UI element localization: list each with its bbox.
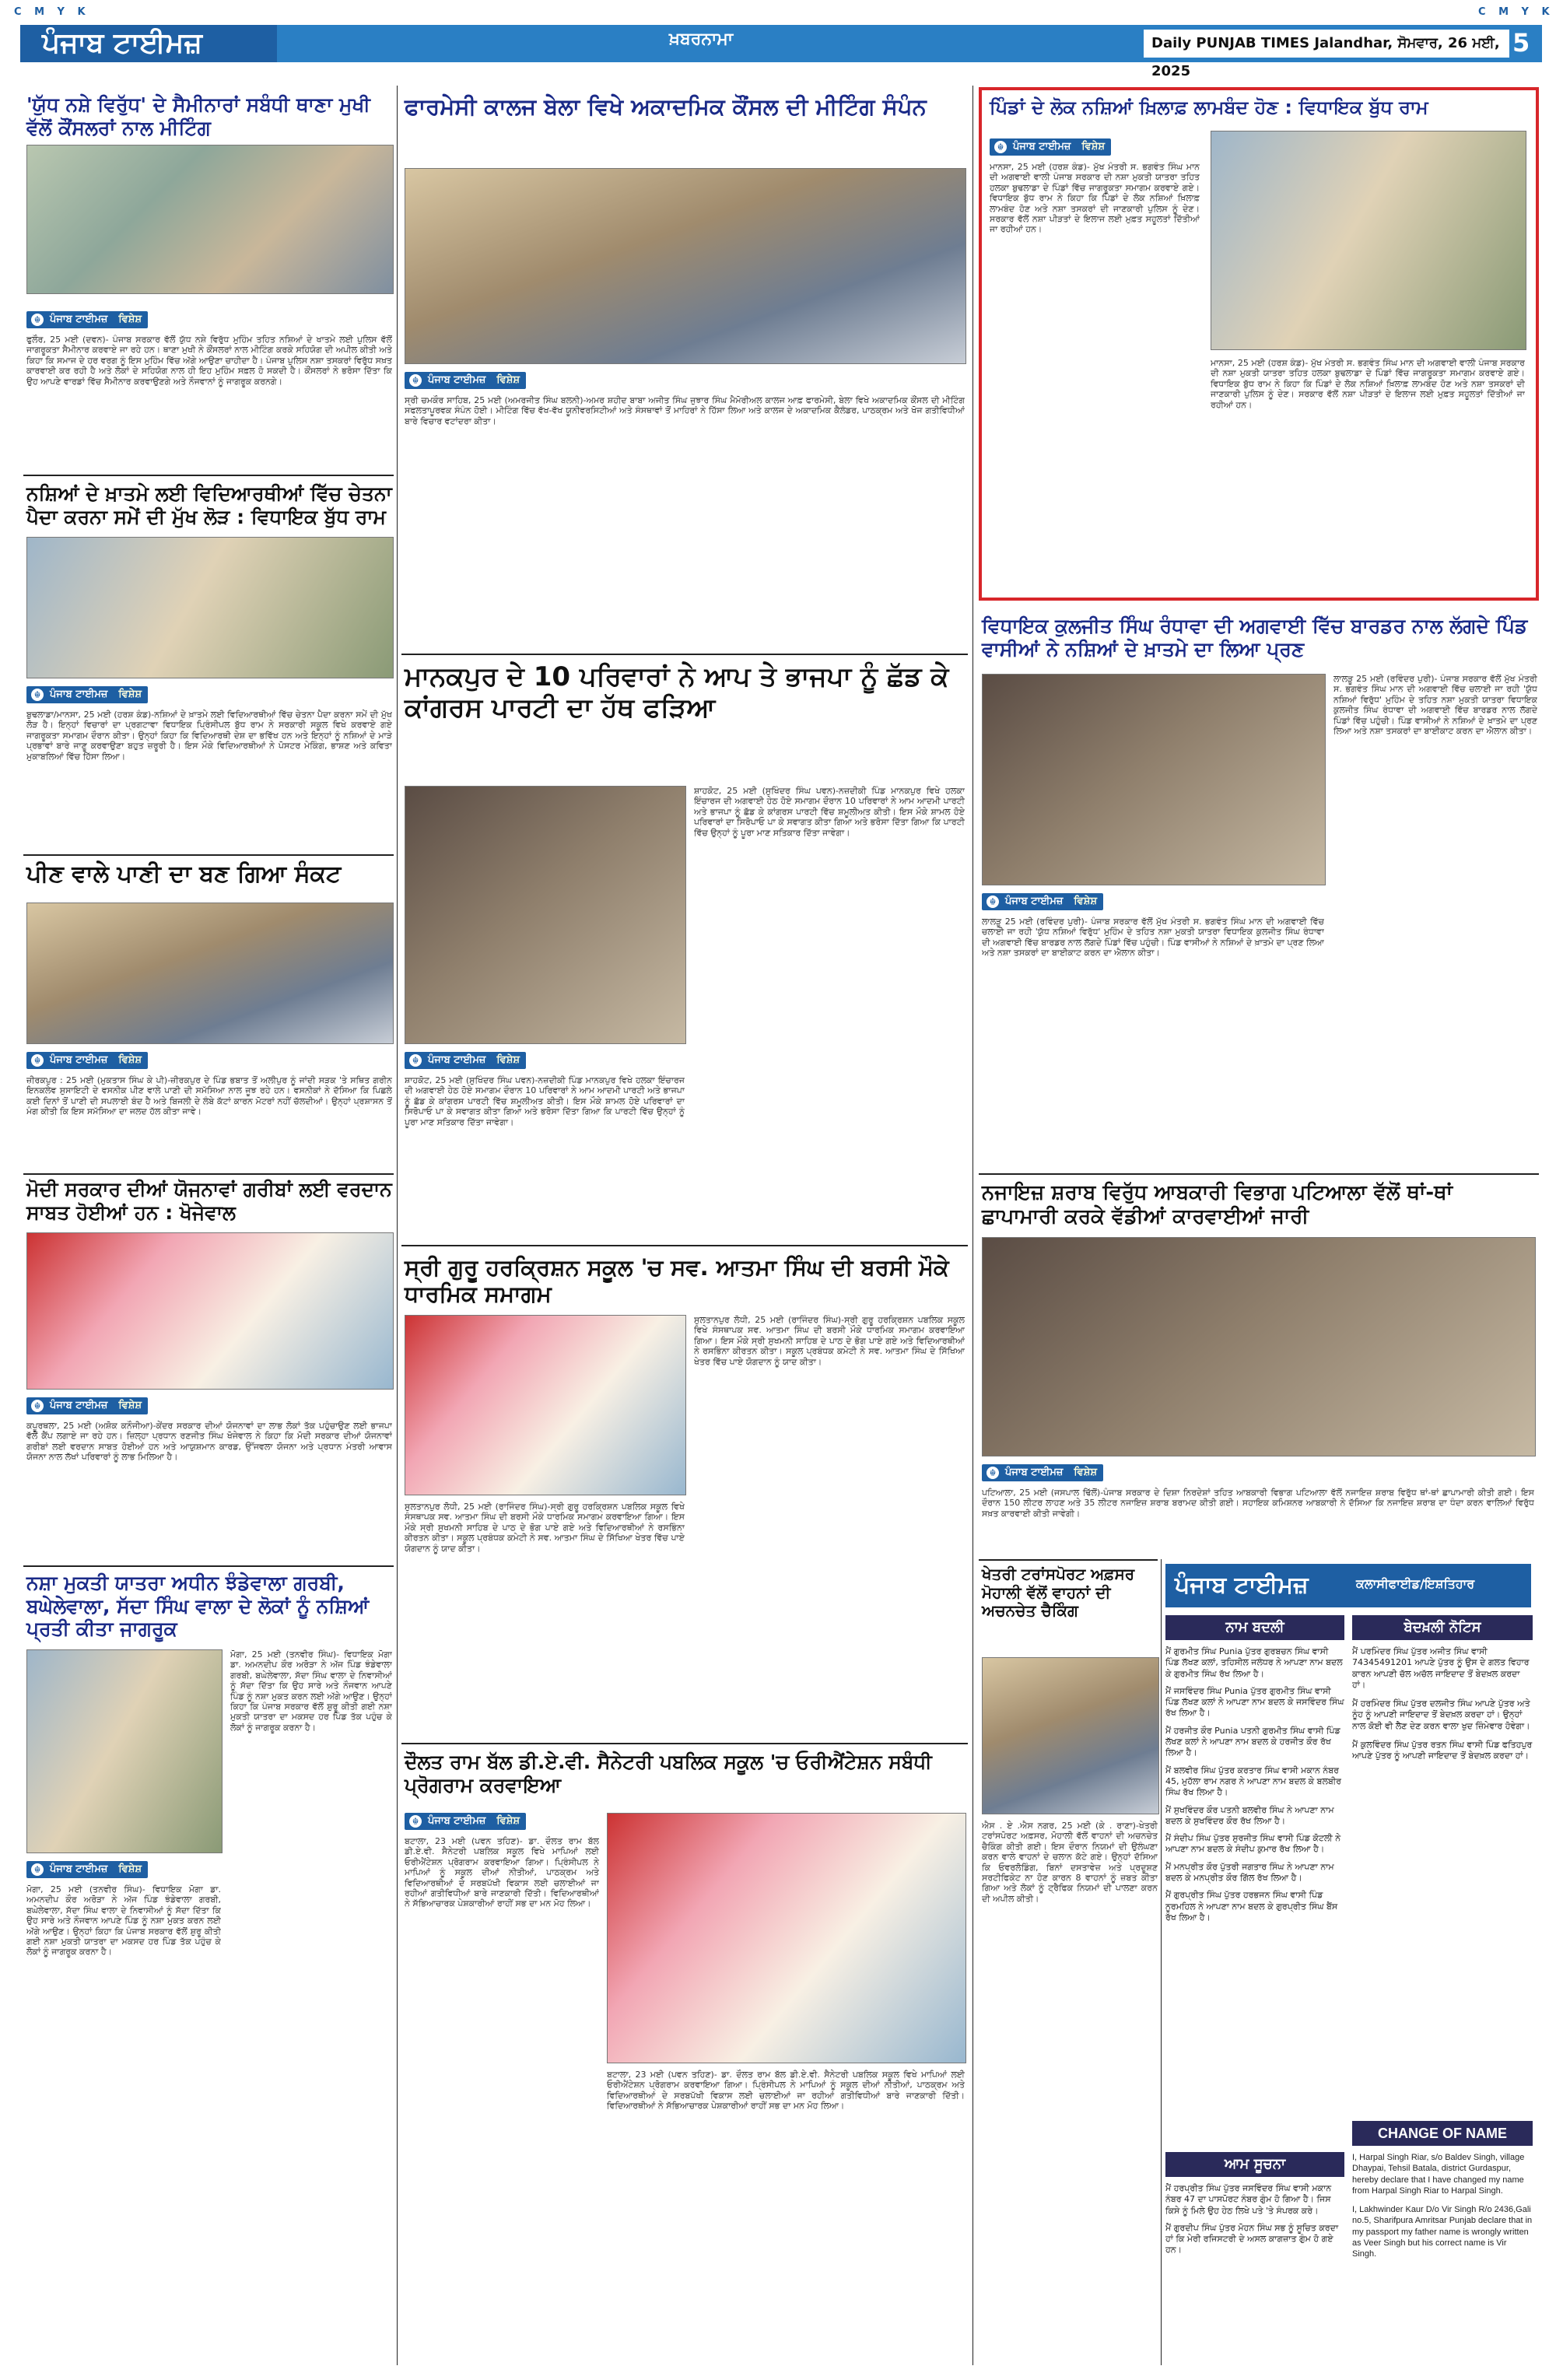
article-photo [26,1649,223,1853]
om-icon: ☬ [31,1863,44,1876]
article-body: ਐਸ . ਏ .ਐਸ ਨਗਰ, 25 ਮਈ (ਕੇ . ਰਾਣਾ)-ਖੇਤਰੀ ਟਰਾਂਸਪੋਰਟ ਅਫ਼ਸਰ, ਮੋਹਾਲੀ ਵੱਲੋਂ ਵਾਹਨਾਂ ਦੀ ਅਚਨਚੇਤ ਚੈਕਿੰਗ ਕੀਤੀ ਗਈ। ਇਸ ਦੌਰਾਨ ਨਿਯਮਾਂ ਦੀ ਉਲੰਘਣਾ ਕਰਨ ਵਾਲੇ ਵਾਹਨਾਂ ਦੇ ਚਲਾਨ ਕੱਟੇ ਗਏ। ਉਨ੍ਹਾਂ ਦੱਸਿਆ ਕਿ ਓਵਰਲੋਡਿੰਗ, ਬਿਨਾਂ ਦਸਤਾਵੇਜ਼ ਅਤੇ ਪ੍ਰਦੂਸ਼ਣ ਸਰਟੀਫਿਕੇਟ ਨਾ ਹੋਣ ਕਾਰਨ 8 ਵਾਹਨਾਂ ਨੂੰ ਜ਼ਬਤ ਕੀਤਾ ਗਿਆ ਅਤੇ ਲੋਕਾਂ ਨੂੰ ਟ੍ਰੈਫਿਕ ਨਿਯਮਾਂ ਦੀ ਪਾਲਣਾ ਕਰਨ ਦੀ ਅਪੀਲ ਕੀਤੀ। [982,1821,1158,1904]
article-headline: ਮਾਨਕਪੁਰ ਦੇ 10 ਪਰਿਵਾਰਾਂ ਨੇ ਆਪ ਤੇ ਭਾਜਪਾ ਨੂੰ ਛੱਡ ਕੇ ਕਾਂਗਰਸ ਪਾਰਟੀ ਦਾ ਹੱਥ ਫੜਿਆ [405,661,949,724]
name-change-list [1165,1646,1344,2144]
article-badge: ☬ ਪੰਜਾਬ ਟਾਈਮਜ਼ ਵਿਸ਼ੇਸ਼ [26,1397,148,1414]
change-of-name-list [1352,2152,1533,2362]
change-of-name-item: I, Lakhwinder Kaur D/o Vir Singh R/o 2436,Gali no.5, Sharifpura Amritsar Punjab declare that in my passport my father name is wrongly written as Veer Singh but his correct name is Vir Singh. [1352,2205,1533,2259]
change-of-name-title: CHANGE OF NAME [1352,2121,1533,2146]
column-rule [972,86,973,2365]
eviction-item: ਮੈਂ ਪਰਮਿੰਦਰ ਸਿੰਘ ਪੁੱਤਰ ਅਜੀਤ ਸਿੰਘ ਵਾਸੀ 74345491201 ਆਪਣੇ ਪੁੱਤਰ ਨੂੰ ਉਸ ਦੇ ਗਲਤ ਵਿਹਾਰ ਕਾਰਨ ਆਪਣੀ ਚੱਲ ਅਚੱਲ ਜਾਇਦਾਦ ਤੋਂ ਬੇਦਖ਼ਲ ਕਰਦਾ ਹਾਂ। [1352,1646,1530,1690]
article-body: ਜ਼ੀਰਕਪੁਰ : 25 ਮਈ (ਮੁਕਤਾਸ ਸਿੰਘ ਕੇ ਪੀ)-ਜ਼ੀਰਕਪੁਰ ਦੇ ਪਿੰਡ ਭਬਾਤ ਤੋਂ ਅਲੀਪੁਰ ਨੂੰ ਜਾਂਦੀ ਸੜਕ 'ਤੇ ਸਥਿਤ ਗਰੀਨ ਇਨਕਲੇਵ ਸੁਸਾਇਟੀ ਦੇ ਵਸਨੀਕ ਪੀਣ ਵਾਲੇ ਪਾਣੀ ਦੀ ਸਮੱਸਿਆ ਨਾਲ ਜੂਝ ਰਹੇ ਹਨ। ਵਸਨੀਕਾਂ ਨੇ ਦੱਸਿਆ ਕਿ ਪਿਛਲੇ ਕਈ ਦਿਨਾਂ ਤੋਂ ਪਾਣੀ ਦੀ ਸਪਲਾਈ ਬੰਦ ਹੈ ਅਤੇ ਬਿਜਲੀ ਦੇ ਲੰਬੇ ਕੱਟਾਂ ਕਾਰਨ ਮੋਟਰਾਂ ਨਹੀਂ ਚੱਲਦੀਆਂ। ਉਨ੍ਹਾਂ ਪ੍ਰਸ਼ਾਸਨ ਤੋਂ ਮੰਗ ਕੀਤੀ ਕਿ ਇਸ ਸਮੱਸਿਆ ਦਾ ਜਲਦ ਹੱਲ ਕੀਤਾ ਜਾਵੇ। [26,1075,392,1117]
article-divider [979,1173,1539,1175]
om-icon: ☬ [994,141,1007,153]
om-icon: ☬ [409,1815,422,1828]
masthead-edition: Daily PUNJAB TIMES Jalandhar, ਸੋਮਵਾਰ, 26 ਮਈ, 2025 [1144,30,1509,58]
name-change-item: ਮੈਂ ਮਨਪ੍ਰੀਤ ਕੌਰ ਪੁੱਤਰੀ ਜਗਤਾਰ ਸਿੰਘ ਨੇ ਆਪਣਾ ਨਾਮ ਬਦਲ ਕੇ ਮਨਪ੍ਰੀਤ ਕੌਰ ਗਿੱਲ ਰੱਖ ਲਿਆ ਹੈ। [1165,1861,1334,1884]
general-notice-list [1165,2183,1344,2362]
article-body: ਸ਼ਾਹਕੋਟ, 25 ਮਈ (ਸੁਖਿੰਦਰ ਸਿੰਘ ਪਵਨ)-ਨਜ਼ਦੀਕੀ ਪਿੰਡ ਮਾਨਕਪੁਰ ਵਿਖੇ ਹਲਕਾ ਇੰਚਾਰਜ ਦੀ ਅਗਵਾਈ ਹੇਠ ਹੋਏ ਸਮਾਗਮ ਦੌਰਾਨ 10 ਪਰਿਵਾਰਾਂ ਨੇ ਆਮ ਆਦਮੀ ਪਾਰਟੀ ਅਤੇ ਭਾਜਪਾ ਨੂੰ ਛੱਡ ਕੇ ਕਾਂਗਰਸ ਪਾਰਟੀ ਵਿੱਚ ਸ਼ਮੂਲੀਅਤ ਕੀਤੀ। ਇਸ ਮੌਕੇ ਸ਼ਾਮਲ ਹੋਏ ਪਰਿਵਾਰਾਂ ਦਾ ਸਿਰੋਪਾਓ ਪਾ ਕੇ ਸਵਾਗਤ ਕੀਤਾ ਗਿਆ ਅਤੇ ਭਰੋਸਾ ਦਿੱਤਾ ਗਿਆ ਕਿ ਪਾਰਟੀ ਵਿੱਚ ਉਨ੍ਹਾਂ ਨੂੰ ਪੂਰਾ ਮਾਣ ਸਤਿਕਾਰ ਦਿੱਤਾ ਜਾਵੇਗਾ। [694,786,965,838]
om-icon: ☬ [987,896,999,908]
om-icon: ☬ [409,1054,422,1067]
article-body: ਮੋਗਾ, 25 ਮਈ (ਤਨਵੀਰ ਸਿੰਘ)- ਵਿਧਾਇਕ ਮੋਗਾ ਡਾ. ਅਮਨਦੀਪ ਕੌਰ ਅਰੋੜਾ ਨੇ ਅੱਜ ਪਿੰਡ ਝੰਡੇਵਾਲਾ ਗਰਬੀ, ਬਘੇਲੇਵਾਲਾ, ਸੱਦਾ ਸਿੰਘ ਵਾਲਾ ਦੇ ਨਿਵਾਸੀਆਂ ਨੂੰ ਸੱਦਾ ਦਿੱਤਾ ਕਿ ਉਹ ਸਾਰੇ ਅਤੇ ਨੌਜਵਾਨ ਆਪਣੇ ਪਿੰਡ ਨੂੰ ਨਸ਼ਾ ਮੁਕਤ ਕਰਨ ਲਈ ਅੱਗੇ ਆਉਣ। ਉਨ੍ਹਾਂ ਕਿਹਾ ਕਿ ਪੰਜਾਬ ਸਰਕਾਰ ਵੱਲੋਂ ਸ਼ੁਰੂ ਕੀਤੀ ਗਈ ਨਸ਼ਾ ਮੁਕਤੀ ਯਾਤਰਾ ਦਾ ਮਕਸਦ ਹਰ ਪਿੰਡ ਤੱਕ ਪਹੁੰਚ ਕੇ ਲੋਕਾਂ ਨੂੰ ਜਾਗਰੂਕ ਕਰਨਾ ਹੈ। [230,1649,392,1733]
article-headline: ਪੀਣ ਵਾਲੇ ਪਾਣੀ ਦਾ ਬਣ ਗਿਆ ਸੰਕਟ [26,861,342,888]
name-change-item: ਮੈਂ ਸੁਖਵਿੰਦਰ ਕੌਰ ਪਤਨੀ ਬਲਵੀਰ ਸਿੰਘ ਨੇ ਆਪਣਾ ਨਾਮ ਬਦਲ ਕੇ ਸੁਖਵਿੰਦਰ ਕੌਰ ਰੱਖ ਲਿਆ ਹੈ। [1165,1804,1334,1826]
article-badge: ☬ ਪੰਜਾਬ ਟਾਈਮਜ਼ ਵਿਸ਼ੇਸ਼ [405,372,526,389]
article-headline: ਮੋਦੀ ਸਰਕਾਰ ਦੀਆਂ ਯੋਜਨਾਵਾਂ ਗਰੀਬਾਂ ਲਈ ਵਰਦਾਨ ਸਾਬਤ ਹੋਈਆਂ ਹਨ : ਖੋਜੇਵਾਲ [26,1178,392,1224]
article-divider [23,854,394,856]
article-badge: ☬ ਪੰਜਾਬ ਟਾਈਮਜ਼ ਵਿਸ਼ੇਸ਼ [405,1052,526,1069]
article-photo [405,1315,686,1495]
article-headline: ਨਜਾਇਜ਼ ਸ਼ਰਾਬ ਵਿਰੁੱਧ ਆਬਕਾਰੀ ਵਿਭਾਗ ਪਟਿਆਲਾ ਵੱਲੋਂ ਥਾਂ-ਥਾਂ ਛਾਪਾਮਾਰੀ ਕਰਕੇ ਵੱਡੀਆਂ ਕਾਰਵਾਈਆਂ ਜਾਰੀ [982,1181,1453,1229]
article-photo [26,1232,394,1390]
general-notice-item: ਮੈਂ ਗੁਰਦੀਪ ਸਿੰਘ ਪੁੱਤਰ ਮੋਹਨ ਸਿੰਘ ਸਭ ਨੂੰ ਸੂਚਿਤ ਕਰਦਾ ਹਾਂ ਕਿ ਮੇਰੀ ਰਜਿਸਟਰੀ ਦੇ ਅਸਲ ਕਾਗਜ਼ਾਤ ਗੁੰਮ ਹੋ ਗਏ ਹਨ। [1165,2222,1339,2256]
article-body: ਸ੍ਰੀ ਚਮਕੌਰ ਸਾਹਿਬ, 25 ਮਈ (ਅਮਰਜੀਤ ਸਿੰਘ ਬਲਨੀ)-ਅਮਰ ਸ਼ਹੀਦ ਬਾਬਾ ਅਜੀਤ ਸਿੰਘ ਜੁਝਾਰ ਸਿੰਘ ਮੈਮੋਰੀਅਲ ਕਾਲਜ ਆਫ਼ ਫਾਰਮੇਸੀ, ਬੇਲਾ ਵਿਖੇ ਅਕਾਦਮਿਕ ਕੌਂਸਲ ਦੀ ਮੀਟਿੰਗ ਸਫਲਤਾਪੂਰਵਕ ਸੰਪੰਨ ਹੋਈ। ਮੀਟਿੰਗ ਵਿੱਚ ਵੱਖ-ਵੱਖ ਯੂਨੀਵਰਸਿਟੀਆਂ ਅਤੇ ਸੰਸਥਾਵਾਂ ਤੋਂ ਮਾਹਿਰਾਂ ਨੇ ਹਿੱਸਾ ਲਿਆ ਅਤੇ ਕਾਲਜ ਦੇ ਅਕਾਦਮਿਕ ਕੈਲੰਡਰ, ਪਾਠਕ੍ਰਮ ਅਤੇ ਖੋਜ ਗਤੀਵਿਧੀਆਂ ਬਾਰੇ ਵਿਚਾਰ ਵਟਾਂਦਰਾ ਕੀਤਾ। [405,395,965,426]
article-headline: ਖੇਤਰੀ ਟਰਾਂਸਪੋਰਟ ਅਫ਼ਸਰ ਮੋਹਾਲੀ ਵੱਲੋਂ ਵਾਹਨਾਂ ਦੀ ਅਚਨਚੇਤ ਚੈਕਿੰਗ [982,1565,1135,1621]
change-of-name-item: I, Harpal Singh Riar, s/o Baldev Singh, village Dhaypai, Tehsil Batala, district Gurdaspur, hereby declare that I have changed my name from Harpal Singh Riar to Harpal Singh. [1352,2153,1525,2196]
name-change-item: ਮੈਂ ਗੁਰਪ੍ਰੀਤ ਸਿੰਘ ਪੁੱਤਰ ਹਰਭਜਨ ਸਿੰਘ ਵਾਸੀ ਪਿੰਡ ਨੂਰਮਹਿਲ ਨੇ ਆਪਣਾ ਨਾਮ ਬਦਲ ਕੇ ਗੁਰਪ੍ਰੀਤ ਸਿੰਘ ਬੈਂਸ ਰੱਖ ਲਿਆ ਹੈ। [1165,1890,1338,1923]
article-body: ਕਪੂਰਥਲਾ, 25 ਮਈ (ਅਸ਼ੋਕ ਕਨੌਜੀਆ)-ਕੇਂਦਰ ਸਰਕਾਰ ਦੀਆਂ ਯੋਜਨਾਵਾਂ ਦਾ ਲਾਭ ਲੋਕਾਂ ਤੱਕ ਪਹੁੰਚਾਉਣ ਲਈ ਭਾਜਪਾ ਵੱਲੋਂ ਕੈਂਪ ਲਗਾਏ ਜਾ ਰਹੇ ਹਨ। ਜ਼ਿਲ੍ਹਾ ਪ੍ਰਧਾਨ ਰਣਜੀਤ ਸਿੰਘ ਖੋਜੇਵਾਲ ਨੇ ਕਿਹਾ ਕਿ ਮੋਦੀ ਸਰਕਾਰ ਦੀਆਂ ਯੋਜਨਾਵਾਂ ਗਰੀਬਾਂ ਲਈ ਵਰਦਾਨ ਸਾਬਤ ਹੋਈਆਂ ਹਨ ਅਤੇ ਆਯੁਸ਼ਮਾਨ ਕਾਰਡ, ਉੱਜਵਲਾ ਯੋਜਨਾ ਅਤੇ ਪ੍ਰਧਾਨ ਮੰਤਰੀ ਆਵਾਸ ਯੋਜਨਾ ਨਾਲ ਲੱਖਾਂ ਪਰਿਵਾਰਾਂ ਨੂੰ ਲਾਭ ਮਿਲਿਆ ਹੈ। [26,1421,392,1463]
article-photo [607,1813,966,2063]
general-notice-item: ਮੈਂ ਹਰਪ੍ਰੀਤ ਸਿੰਘ ਪੁੱਤਰ ਜਸਵਿੰਦਰ ਸਿੰਘ ਵਾਸੀ ਮਕਾਨ ਨੰਬਰ 47 ਦਾ ਪਾਸਪੋਰਟ ਨੰਬਰ ਗੁੰਮ ਹੋ ਗਿਆ ਹੈ। ਜਿਸ ਕਿਸੇ ਨੂੰ ਮਿਲੇ ਉਹ ਹੇਠ ਲਿਖੇ ਪਤੇ 'ਤੇ ਸੰਪਰਕ ਕਰੇ। [1165,2183,1332,2216]
masthead-brand: ਪੰਜਾਬ ਟਾਈਮਜ਼ [20,25,277,62]
article-body-continued: ਸੁਲਤਾਨਪੁਰ ਲੋਧੀ, 25 ਮਈ (ਰਾਜਿੰਦਰ ਸਿੰਘ)-ਸ੍ਰੀ ਗੁਰੂ ਹਰਕ੍ਰਿਸ਼ਨ ਪਬਲਿਕ ਸਕੂਲ ਵਿਖੇ ਸੰਸਥਾਪਕ ਸਵ. ਆਤਮਾ ਸਿੰਘ ਦੀ ਬਰਸੀ ਮੌਕੇ ਧਾਰਮਿਕ ਸਮਾਗਮ ਕਰਵਾਇਆ ਗਿਆ। ਇਸ ਮੌਕੇ ਸ੍ਰੀ ਸੁਖਮਨੀ ਸਾਹਿਬ ਦੇ ਪਾਠ ਦੇ ਭੋਗ ਪਾਏ ਗਏ ਅਤੇ ਵਿਦਿਆਰਥੀਆਂ ਨੇ ਰਸਭਿੰਨਾ ਕੀਰਤਨ ਕੀਤਾ। ਸਕੂਲ ਪ੍ਰਬੰਧਕ ਕਮੇਟੀ ਨੇ ਸਵ. ਆਤਮਾ ਸਿੰਘ ਦੇ ਸਿੱਖਿਆ ਖੇਤਰ ਵਿੱਚ ਪਾਏ ਯੋਗਦਾਨ ਨੂੰ ਯਾਦ ਕੀਤਾ। [694,1315,965,1367]
article-photo [982,674,1326,885]
article-body: ਫੁਲੌਰ, 25 ਮਈ (ਦਵਨ)- ਪੰਜਾਬ ਸਰਕਾਰ ਵੱਲੋਂ ਯੁੱਧ ਨਸ਼ੇ ਵਿਰੁੱਧ ਮੁਹਿੰਮ ਤਹਿਤ ਨਸ਼ਿਆਂ ਦੇ ਖਾਤਮੇ ਲਈ ਪੁਲਿਸ ਵੱਲੋਂ ਜਾਗਰੂਕਤਾ ਸੈਮੀਨਾਰ ਕਰਵਾਏ ਜਾ ਰਹੇ ਹਨ। ਥਾਣਾ ਮੁਖੀ ਨੇ ਕੌਂਸਲਰਾਂ ਨਾਲ ਮੀਟਿੰਗ ਕਰਕੇ ਸਹਿਯੋਗ ਦੀ ਅਪੀਲ ਕੀਤੀ ਅਤੇ ਕਿਹਾ ਕਿ ਸਮਾਜ ਦੇ ਹਰ ਵਰਗ ਨੂੰ ਇਸ ਮੁਹਿੰਮ ਵਿੱਚ ਅੱਗੇ ਆਉਣਾ ਚਾਹੀਦਾ ਹੈ। ਪੰਜਾਬ ਪੁਲਿਸ ਨਸ਼ਾ ਤਸਕਰਾਂ ਵਿਰੁੱਧ ਸਖ਼ਤ ਕਾਰਵਾਈ ਕਰ ਰਹੀ ਹੈ ਅਤੇ ਲੋਕਾਂ ਦੇ ਸਹਿਯੋਗ ਨਾਲ ਹੀ ਇਹ ਮੁਹਿੰਮ ਸਫ਼ਲ ਹੋ ਸਕਦੀ ਹੈ। ਕੌਂਸਲਰਾਂ ਨੇ ਭਰੋਸਾ ਦਿੱਤਾ ਕਿ ਉਹ ਆਪਣੇ ਵਾਰਡਾਂ ਵਿੱਚ ਸੈਮੀਨਾਰ ਕਰਵਾਉਣਗੇ ਅਤੇ ਨੌਜਵਾਨਾਂ ਨੂੰ ਜਾਗਰੂਕ ਕਰਨਗੇ। [26,335,392,387]
article-badge: ☬ ਪੰਜਾਬ ਟਾਈਮਜ਼ ਵਿਸ਼ੇਸ਼ [26,1861,148,1878]
article-badge: ☬ ਪੰਜਾਬ ਟਾਈਮਜ਼ ਵਿਸ਼ੇਸ਼ [982,893,1103,910]
article-headline: ਨਸ਼ਿਆਂ ਦੇ ਖ਼ਾਤਮੇ ਲਈ ਵਿਦਿਆਰਥੀਆਂ ਵਿੱਚ ਚੇਤਨਾ ਪੈਦਾ ਕਰਨਾ ਸਮੇਂ ਦੀ ਮੁੱਖ ਲੋੜ : ਵਿਧਾਇਕ ਬੁੱਧ ਰਾਮ [26,482,392,528]
eviction-item: ਮੈਂ ਕੁਲਵਿੰਦਰ ਸਿੰਘ ਪੁੱਤਰ ਰਤਨ ਸਿੰਘ ਵਾਸੀ ਪਿੰਡ ਫਤਿਹਪੁਰ ਆਪਣੇ ਪੁੱਤਰ ਨੂੰ ਆਪਣੀ ਜਾਇਦਾਦ ਤੋਂ ਬੇਦਖ਼ਲ ਕਰਦਾ ਹਾਂ। [1352,1740,1533,1761]
name-change-item: ਮੈਂ ਜਸਵਿੰਦਰ ਸਿੰਘ Punia ਪੁੱਤਰ ਗੁਰਮੀਤ ਸਿੰਘ ਵਾਸੀ ਪਿੰਡ ਲੱਖਣ ਕਲਾਂ ਨੇ ਆਪਣਾ ਨਾਮ ਬਦਲ ਕੇ ਜਸਵਿੰਦਰ ਸਿੰਘ ਰੱਖ ਲਿਆ ਹੈ। [1165,1685,1344,1719]
article-headline: ਫਾਰਮੇਸੀ ਕਾਲਜ ਬੇਲਾ ਵਿਖੇ ਅਕਾਦਮਿਕ ਕੌਂਸਲ ਦੀ ਮੀਟਿੰਗ ਸੰਪੰਨ [405,93,927,120]
om-icon: ☬ [31,314,44,326]
article-divider [401,1245,968,1246]
eviction-title: ਬੇਦਖ਼ਲੀ ਨੋਟਿਸ [1352,1615,1533,1640]
masthead-section: ਖ਼ਬਰਨਾਮਾ [669,30,734,49]
article-body: ਪਟਿਆਲਾ, 25 ਮਈ (ਜਸਪਾਲ ਢਿੱਲੋਂ)-ਪੰਜਾਬ ਸਰਕਾਰ ਦੇ ਦਿਸ਼ਾ ਨਿਰਦੇਸ਼ਾਂ ਤਹਿਤ ਆਬਕਾਰੀ ਵਿਭਾਗ ਪਟਿਆਲਾ ਵੱਲੋਂ ਨਜਾਇਜ਼ ਸ਼ਰਾਬ ਵਿਰੁੱਧ ਥਾਂ-ਥਾਂ ਛਾਪਾਮਾਰੀ ਕੀਤੀ ਗਈ। ਇਸ ਦੌਰਾਨ 150 ਲੀਟਰ ਲਾਹਣ ਅਤੇ 35 ਲੀਟਰ ਨਜਾਇਜ਼ ਸ਼ਰਾਬ ਬਰਾਮਦ ਕੀਤੀ ਗਈ। ਸਹਾਇਕ ਕਮਿਸ਼ਨਰ ਆਬਕਾਰੀ ਨੇ ਦੱਸਿਆ ਕਿ ਨਜਾਇਜ਼ ਸ਼ਰਾਬ ਦਾ ਧੰਦਾ ਕਰਨ ਵਾਲਿਆਂ ਵਿਰੁੱਧ ਸਖ਼ਤ ਕਾਰਵਾਈ ਕੀਤੀ ਜਾਵੇਗੀ। [982,1488,1534,1519]
article-headline: ਸ੍ਰੀ ਗੁਰੂ ਹਰਕ੍ਰਿਸ਼ਨ ਸਕੂਲ 'ਚ ਸਵ. ਆਤਮਾ ਸਿੰਘ ਦੀ ਬਰਸੀ ਮੌਕੇ ਧਾਰਮਿਕ ਸਮਾਗਮ [405,1254,949,1308]
name-change-title: ਨਾਮ ਬਦਲੀ [1165,1615,1344,1640]
article-body: ਲਾਲੜੂ 25 ਮਈ (ਰਵਿੰਦਰ ਪੁਰੀ)- ਪੰਜਾਬ ਸਰਕਾਰ ਵੱਲੋਂ ਮੁੱਖ ਮੰਤਰੀ ਸ. ਭਗਵੰਤ ਸਿੰਘ ਮਾਨ ਦੀ ਅਗਵਾਈ ਵਿੱਚ ਚਲਾਈ ਜਾ ਰਹੀ 'ਯੁੱਧ ਨਸ਼ਿਆਂ ਵਿਰੁੱਧ' ਮੁਹਿੰਮ ਦੇ ਤਹਿਤ ਨਸ਼ਾ ਮੁਕਤੀ ਯਾਤਰਾ ਵਿਧਾਇਕ ਕੁਲਜੀਤ ਸਿੰਘ ਰੰਧਾਵਾ ਦੀ ਅਗਵਾਈ ਵਿੱਚ ਬਾਰਡਰ ਨਾਲ ਲੱਗਦੇ ਪਿੰਡਾਂ ਵਿੱਚ ਪਹੁੰਚੀ। ਪਿੰਡ ਵਾਸੀਆਂ ਨੇ ਨਸ਼ਿਆਂ ਦੇ ਖ਼ਾਤਮੇ ਦਾ ਪ੍ਰਣ ਲਿਆ ਅਤੇ ਨਸ਼ਾ ਤਸਕਰਾਂ ਦਾ ਬਾਈਕਾਟ ਕਰਨ ਦਾ ਐਲਾਨ ਕੀਤਾ। [982,917,1324,959]
page-number: 5 [1512,28,1530,58]
column-rule [397,86,398,2365]
article-divider [23,475,394,476]
article-body-continued: ਮੋਗਾ, 25 ਮਈ (ਤਨਵੀਰ ਸਿੰਘ)- ਵਿਧਾਇਕ ਮੋਗਾ ਡਾ. ਅਮਨਦੀਪ ਕੌਰ ਅਰੋੜਾ ਨੇ ਅੱਜ ਪਿੰਡ ਝੰਡੇਵਾਲਾ ਗਰਬੀ, ਬਘੇਲੇਵਾਲਾ, ਸੱਦਾ ਸਿੰਘ ਵਾਲਾ ਦੇ ਨਿਵਾਸੀਆਂ ਨੂੰ ਸੱਦਾ ਦਿੱਤਾ ਕਿ ਉਹ ਸਾਰੇ ਅਤੇ ਨੌਜਵਾਨ ਆਪਣੇ ਪਿੰਡ ਨੂੰ ਨਸ਼ਾ ਮੁਕਤ ਕਰਨ ਲਈ ਅੱਗੇ ਆਉਣ। ਉਨ੍ਹਾਂ ਕਿਹਾ ਕਿ ਪੰਜਾਬ ਸਰਕਾਰ ਵੱਲੋਂ ਸ਼ੁਰੂ ਕੀਤੀ ਗਈ ਨਸ਼ਾ ਮੁਕਤੀ ਯਾਤਰਾ ਦਾ ਮਕਸਦ ਹਰ ਪਿੰਡ ਤੱਕ ਪਹੁੰਚ ਕੇ ਲੋਕਾਂ ਨੂੰ ਜਾਗਰੂਕ ਕਰਨਾ ਹੈ। [26,1884,221,1958]
article-body: ਸੁਲਤਾਨਪੁਰ ਲੋਧੀ, 25 ਮਈ (ਰਾਜਿੰਦਰ ਸਿੰਘ)-ਸ੍ਰੀ ਗੁਰੂ ਹਰਕ੍ਰਿਸ਼ਨ ਪਬਲਿਕ ਸਕੂਲ ਵਿਖੇ ਸੰਸਥਾਪਕ ਸਵ. ਆਤਮਾ ਸਿੰਘ ਦੀ ਬਰਸੀ ਮੌਕੇ ਧਾਰਮਿਕ ਸਮਾਗਮ ਕਰਵਾਇਆ ਗਿਆ। ਇਸ ਮੌਕੇ ਸ੍ਰੀ ਸੁਖਮਨੀ ਸਾਹਿਬ ਦੇ ਪਾਠ ਦੇ ਭੋਗ ਪਾਏ ਗਏ ਅਤੇ ਵਿਦਿਆਰਥੀਆਂ ਨੇ ਰਸਭਿੰਨਾ ਕੀਰਤਨ ਕੀਤਾ। ਸਕੂਲ ਪ੍ਰਬੰਧਕ ਕਮੇਟੀ ਨੇ ਸਵ. ਆਤਮਾ ਸਿੰਘ ਦੇ ਸਿੱਖਿਆ ਖੇਤਰ ਵਿੱਚ ਪਾਏ ਯੋਗਦਾਨ ਨੂੰ ਯਾਦ ਕੀਤਾ। [405,1502,685,1554]
om-icon: ☬ [31,689,44,701]
article-badge: ☬ ਪੰਜਾਬ ਟਾਈਮਜ਼ ਵਿਸ਼ੇਸ਼ [26,686,148,703]
article-photo [1211,131,1526,350]
om-icon: ☬ [987,1467,999,1479]
article-badge: ☬ ਪੰਜਾਬ ਟਾਈਮਜ਼ ਵਿਸ਼ੇਸ਼ [990,138,1111,156]
article-photo [26,145,394,294]
article-photo [26,903,394,1044]
article-divider [979,1559,1158,1561]
article-divider [23,1565,394,1567]
article-photo [405,786,686,1044]
article-headline: ਦੌਲਤ ਰਾਮ ਬੱਲ ਡੀ.ਏ.ਵੀ. ਸੈਨੇਟਰੀ ਪਬਲਿਕ ਸਕੂਲ 'ਚ ਓਰੀਐਂਟੇਸ਼ਨ ਸਬੰਧੀ ਪ੍ਰੋਗਰਾਮ ਕਰਵਾਇਆ [405,1751,932,1796]
article-headline: ਪਿੰਡਾਂ ਦੇ ਲੋਕ ਨਸ਼ਿਆਂ ਖ਼ਿਲਾਫ਼ ਲਾਮਬੰਦ ਹੋਣ : ਵਿਧਾਇਕ ਬੁੱਧ ਰਾਮ [990,96,1428,118]
name-change-item: ਮੈਂ ਹਰਜੀਤ ਕੌਰ Punia ਪਤਨੀ ਗੁਰਮੀਤ ਸਿੰਘ ਵਾਸੀ ਪਿੰਡ ਲੱਖਣ ਕਲਾਂ ਨੇ ਆਪਣਾ ਨਾਮ ਬਦਲ ਕੇ ਹਰਜੀਤ ਕੌਰ ਰੱਖ ਲਿਆ ਹੈ। [1165,1725,1340,1758]
article-body-continued: ਲਾਲੜੂ 25 ਮਈ (ਰਵਿੰਦਰ ਪੁਰੀ)- ਪੰਜਾਬ ਸਰਕਾਰ ਵੱਲੋਂ ਮੁੱਖ ਮੰਤਰੀ ਸ. ਭਗਵੰਤ ਸਿੰਘ ਮਾਨ ਦੀ ਅਗਵਾਈ ਵਿੱਚ ਚਲਾਈ ਜਾ ਰਹੀ 'ਯੁੱਧ ਨਸ਼ਿਆਂ ਵਿਰੁੱਧ' ਮੁਹਿੰਮ ਦੇ ਤਹਿਤ ਨਸ਼ਾ ਮੁਕਤੀ ਯਾਤਰਾ ਵਿਧਾਇਕ ਕੁਲਜੀਤ ਸਿੰਘ ਰੰਧਾਵਾ ਦੀ ਅਗਵਾਈ ਵਿੱਚ ਬਾਰਡਰ ਨਾਲ ਲੱਗਦੇ ਪਿੰਡਾਂ ਵਿੱਚ ਪਹੁੰਚੀ। ਪਿੰਡ ਵਾਸੀਆਂ ਨੇ ਨਸ਼ਿਆਂ ਦੇ ਖ਼ਾਤਮੇ ਦਾ ਪ੍ਰਣ ਲਿਆ ਅਤੇ ਨਸ਼ਾ ਤਸਕਰਾਂ ਦਾ ਬਾਈਕਾਟ ਕਰਨ ਦਾ ਐਲਾਨ ਕੀਤਾ। [1333,674,1537,737]
article-body-continued: ਮਾਨਸਾ, 25 ਮਈ (ਹਰਸ਼ ਕੰਡ)- ਮੁੱਖ ਮੰਤਰੀ ਸ. ਭਗਵੰਤ ਸਿੰਘ ਮਾਨ ਦੀ ਅਗਵਾਈ ਵਾਲੀ ਪੰਜਾਬ ਸਰਕਾਰ ਦੀ ਨਸ਼ਾ ਮੁਕਤੀ ਯਾਤਰਾ ਤਹਿਤ ਹਲਕਾ ਬੁਢਲਾਡਾ ਦੇ ਪਿੰਡਾਂ ਵਿੱਚ ਜਾਗਰੂਕਤਾ ਸਮਾਗਮ ਕਰਵਾਏ ਗਏ। ਵਿਧਾਇਕ ਬੁੱਧ ਰਾਮ ਨੇ ਕਿਹਾ ਕਿ ਪਿੰਡਾਂ ਦੇ ਲੋਕ ਨਸ਼ਿਆਂ ਖ਼ਿਲਾਫ਼ ਲਾਮਬੰਦ ਹੋਣ ਅਤੇ ਨਸ਼ਾ ਤਸਕਰਾਂ ਦੀ ਜਾਣਕਾਰੀ ਪੁਲਿਸ ਨੂੰ ਦੇਣ। ਸਰਕਾਰ ਵੱਲੋਂ ਨਸ਼ਾ ਪੀੜਤਾਂ ਦੇ ਇਲਾਜ ਲਈ ਮੁਫ਼ਤ ਸਹੂਲਤਾਂ ਦਿੱਤੀਆਂ ਜਾ ਰਹੀਆਂ ਹਨ। [1211,358,1525,410]
om-icon: ☬ [31,1054,44,1067]
general-notice-title: ਆਮ ਸੂਚਨਾ [1165,2152,1344,2177]
article-badge: ☬ ਪੰਜਾਬ ਟਾਈਮਜ਼ ਵਿਸ਼ੇਸ਼ [405,1813,526,1830]
article-badge: ☬ ਪੰਜਾਬ ਟਾਈਮਜ਼ ਵਿਸ਼ੇਸ਼ [26,1052,148,1069]
article-divider [401,654,968,655]
article-body: ਬਟਾਲਾ, 23 ਮਈ (ਪਵਨ ਤਹਿਣ)- ਡਾ. ਦੌਲਤ ਰਾਮ ਬੱਲ ਡੀ.ਏ.ਵੀ. ਸੈਨੇਟਰੀ ਪਬਲਿਕ ਸਕੂਲ ਵਿਖੇ ਮਾਪਿਆਂ ਲਈ ਓਰੀਐਂਟੇਸ਼ਨ ਪ੍ਰੋਗਰਾਮ ਕਰਵਾਇਆ ਗਿਆ। ਪ੍ਰਿੰਸੀਪਲ ਨੇ ਮਾਪਿਆਂ ਨੂੰ ਸਕੂਲ ਦੀਆਂ ਨੀਤੀਆਂ, ਪਾਠਕ੍ਰਮ ਅਤੇ ਵਿਦਿਆਰਥੀਆਂ ਦੇ ਸਰਬਪੱਖੀ ਵਿਕਾਸ ਲਈ ਚਲਾਈਆਂ ਜਾ ਰਹੀਆਂ ਗਤੀਵਿਧੀਆਂ ਬਾਰੇ ਜਾਣਕਾਰੀ ਦਿੱਤੀ। ਵਿਦਿਆਰਥੀਆਂ ਨੇ ਸੱਭਿਆਚਾਰਕ ਪੇਸ਼ਕਾਰੀਆਂ ਰਾਹੀਂ ਸਭ ਦਾ ਮਨ ਮੋਹ ਲਿਆ। [405,1836,599,1909]
article-badge: ☬ ਪੰਜਾਬ ਟਾਈਮਜ਼ ਵਿਸ਼ੇਸ਼ [26,311,148,328]
article-photo [405,168,966,364]
article-body-continued: ਸ਼ਾਹਕੋਟ, 25 ਮਈ (ਸੁਖਿੰਦਰ ਸਿੰਘ ਪਵਨ)-ਨਜ਼ਦੀਕੀ ਪਿੰਡ ਮਾਨਕਪੁਰ ਵਿਖੇ ਹਲਕਾ ਇੰਚਾਰਜ ਦੀ ਅਗਵਾਈ ਹੇਠ ਹੋਏ ਸਮਾਗਮ ਦੌਰਾਨ 10 ਪਰਿਵਾਰਾਂ ਨੇ ਆਮ ਆਦਮੀ ਪਾਰਟੀ ਅਤੇ ਭਾਜਪਾ ਨੂੰ ਛੱਡ ਕੇ ਕਾਂਗਰਸ ਪਾਰਟੀ ਵਿੱਚ ਸ਼ਮੂਲੀਅਤ ਕੀਤੀ। ਇਸ ਮੌਕੇ ਸ਼ਾਮਲ ਹੋਏ ਪਰਿਵਾਰਾਂ ਦਾ ਸਿਰੋਪਾਓ ਪਾ ਕੇ ਸਵਾਗਤ ਕੀਤਾ ਗਿਆ ਅਤੇ ਭਰੋਸਾ ਦਿੱਤਾ ਗਿਆ ਕਿ ਪਾਰਟੀ ਵਿੱਚ ਉਨ੍ਹਾਂ ਨੂੰ ਪੂਰਾ ਮਾਣ ਸਤਿਕਾਰ ਦਿੱਤਾ ਜਾਵੇਗਾ। [405,1075,685,1127]
article-headline: ਨਸ਼ਾ ਮੁਕਤੀ ਯਾਤਰਾ ਅਧੀਨ ਝੰਡੇਵਾਲਾ ਗਰਬੀ, ਬਘੇਲੇਵਾਲਾ, ਸੱਦਾ ਸਿੰਘ ਵਾਲਾ ਦੇ ਲੋਕਾਂ ਨੂੰ ਨਸ਼ਿਆਂ ਪ੍ਰਤੀ ਕੀਤਾ ਜਾਗਰੂਕ [26,1572,370,1640]
om-icon: ☬ [409,374,422,387]
column-rule [1161,1559,1162,2365]
article-body: ਮਾਨਸਾ, 25 ਮਈ (ਹਰਸ਼ ਕੰਡ)- ਮੁੱਖ ਮੰਤਰੀ ਸ. ਭਗਵੰਤ ਸਿੰਘ ਮਾਨ ਦੀ ਅਗਵਾਈ ਵਾਲੀ ਪੰਜਾਬ ਸਰਕਾਰ ਦੀ ਨਸ਼ਾ ਮੁਕਤੀ ਯਾਤਰਾ ਤਹਿਤ ਹਲਕਾ ਬੁਢਲਾਡਾ ਦੇ ਪਿੰਡਾਂ ਵਿੱਚ ਜਾਗਰੂਕਤਾ ਸਮਾਗਮ ਕਰਵਾਏ ਗਏ। ਵਿਧਾਇਕ ਬੁੱਧ ਰਾਮ ਨੇ ਕਿਹਾ ਕਿ ਪਿੰਡਾਂ ਦੇ ਲੋਕ ਨਸ਼ਿਆਂ ਖ਼ਿਲਾਫ਼ ਲਾਮਬੰਦ ਹੋਣ ਅਤੇ ਨਸ਼ਾ ਤਸਕਰਾਂ ਦੀ ਜਾਣਕਾਰੀ ਪੁਲਿਸ ਨੂੰ ਦੇਣ। ਸਰਕਾਰ ਵੱਲੋਂ ਨਸ਼ਾ ਪੀੜਤਾਂ ਦੇ ਇਲਾਜ ਲਈ ਮੁਫ਼ਤ ਸਹੂਲਤਾਂ ਦਿੱਤੀਆਂ ਜਾ ਰਹੀਆਂ ਹਨ। [990,162,1200,235]
article-headline: 'ਯੁੱਧ ਨਸ਼ੇ ਵਿਰੁੱਧ' ਦੇ ਸੈਮੀਨਾਰਾਂ ਸਬੰਧੀ ਥਾਣਾ ਮੁਖੀ ਵੱਲੋਂ ਕੌਂਸਲਰਾਂ ਨਾਲ ਮੀਟਿੰਗ [26,93,370,139]
article-headline: ਵਿਧਾਇਕ ਕੁਲਜੀਤ ਸਿੰਘ ਰੰਧਾਵਾ ਦੀ ਅਗਵਾਈ ਵਿੱਚ ਬਾਰਡਰ ਨਾਲ ਲੱਗਦੇ ਪਿੰਡ ਵਾਸੀਆਂ ਨੇ ਨਸ਼ਿਆਂ ਦੇ ਖ਼ਾਤਮੇ ਦਾ ਲਿਆ ਪ੍ਰਣ [982,615,1528,661]
eviction-item: ਮੈਂ ਹਰਮਿੰਦਰ ਸਿੰਘ ਪੁੱਤਰ ਦਲਜੀਤ ਸਿੰਘ ਆਪਣੇ ਪੁੱਤਰ ਅਤੇ ਨੂੰਹ ਨੂੰ ਆਪਣੀ ਜਾਇਦਾਦ ਤੋਂ ਬੇਦਖ਼ਲ ਕਰਦਾ ਹਾਂ। ਉਨ੍ਹਾਂ ਨਾਲ ਕੋਈ ਵੀ ਲੈਣ ਦੇਣ ਕਰਨ ਵਾਲਾ ਖੁਦ ਜ਼ਿੰਮੇਵਾਰ ਹੋਵੇਗਾ। [1352,1698,1530,1731]
article-body: ਬੁਢਲਾਡਾ/ਮਾਨਸਾ, 25 ਮਈ (ਹਰਸ਼ ਕੰਡ)-ਨਸ਼ਿਆਂ ਦੇ ਖ਼ਾਤਮੇ ਲਈ ਵਿਦਿਆਰਥੀਆਂ ਵਿੱਚ ਚੇਤਨਾ ਪੈਦਾ ਕਰਨਾ ਸਮੇਂ ਦੀ ਮੁੱਖ ਲੋੜ ਹੈ। ਇਨ੍ਹਾਂ ਵਿਚਾਰਾਂ ਦਾ ਪ੍ਰਗਟਾਵਾ ਵਿਧਾਇਕ ਪ੍ਰਿੰਸੀਪਲ ਬੁੱਧ ਰਾਮ ਨੇ ਸਰਕਾਰੀ ਸਕੂਲ ਵਿਖੇ ਕਰਵਾਏ ਗਏ ਜਾਗਰੂਕਤਾ ਸਮਾਗਮ ਦੌਰਾਨ ਕੀਤਾ। ਉਨ੍ਹਾਂ ਕਿਹਾ ਕਿ ਵਿਦਿਆਰਥੀ ਦੇਸ਼ ਦਾ ਭਵਿੱਖ ਹਨ ਅਤੇ ਇਨ੍ਹਾਂ ਨੂੰ ਨਸ਼ਿਆਂ ਦੇ ਮਾੜੇ ਪ੍ਰਭਾਵਾਂ ਬਾਰੇ ਜਾਣੂ ਕਰਵਾਉਣਾ ਬਹੁਤ ਜ਼ਰੂਰੀ ਹੈ। ਇਸ ਮੌਕੇ ਵਿਦਿਆਰਥੀਆਂ ਨੇ ਪੋਸਟਰ ਮੇਕਿੰਗ, ਭਾਸ਼ਣ ਅਤੇ ਕਵਿਤਾ ਮੁਕਾਬਲਿਆਂ ਵਿੱਚ ਹਿੱਸਾ ਲਿਆ। [26,710,392,762]
eviction-list [1352,1646,1533,2113]
classifieds-header: ਪੰਜਾਬ ਟਾਈਮਜ਼ ਕਲਾਸੀਫਾਈਡ/ਇਸ਼ਤਿਹਾਰ [1165,1564,1531,1607]
name-change-item: ਮੈਂ ਗੁਰਮੀਤ ਸਿੰਘ Punia ਪੁੱਤਰ ਗੁਰਬਚਨ ਸਿੰਘ ਵਾਸੀ ਪਿੰਡ ਲੱਖਣ ਕਲਾਂ, ਤਹਿਸੀਲ ਜਲੰਧਰ ਨੇ ਆਪਣਾ ਨਾਮ ਬਦਲ ਕੇ ਗੁਰਮੀਤ ਸਿੰਘ ਰੱਖ ਲਿਆ ਹੈ। [1165,1646,1343,1679]
print-mark-right: C M Y K [1478,6,1554,18]
article-photo [982,1237,1536,1456]
name-change-item: ਮੈਂ ਬਲਵੀਰ ਸਿੰਘ ਪੁੱਤਰ ਕਰਤਾਰ ਸਿੰਘ ਵਾਸੀ ਮਕਾਨ ਨੰਬਰ 45, ਮੁਹੱਲਾ ਰਾਮ ਨਗਰ ਨੇ ਆਪਣਾ ਨਾਮ ਬਦਲ ਕੇ ਬਲਬੀਰ ਸਿੰਘ ਰੱਖ ਲਿਆ ਹੈ। [1165,1765,1341,1798]
name-change-item: ਮੈਂ ਸੰਦੀਪ ਸਿੰਘ ਪੁੱਤਰ ਸੁਰਜੀਤ ਸਿੰਘ ਵਾਸੀ ਪਿੰਡ ਕੋਟਲੀ ਨੇ ਆਪਣਾ ਨਾਮ ਬਦਲ ਕੇ ਸੰਦੀਪ ਕੁਮਾਰ ਰੱਖ ਲਿਆ ਹੈ। [1165,1833,1341,1855]
article-body-continued: ਬਟਾਲਾ, 23 ਮਈ (ਪਵਨ ਤਹਿਣ)- ਡਾ. ਦੌਲਤ ਰਾਮ ਬੱਲ ਡੀ.ਏ.ਵੀ. ਸੈਨੇਟਰੀ ਪਬਲਿਕ ਸਕੂਲ ਵਿਖੇ ਮਾਪਿਆਂ ਲਈ ਓਰੀਐਂਟੇਸ਼ਨ ਪ੍ਰੋਗਰਾਮ ਕਰਵਾਇਆ ਗਿਆ। ਪ੍ਰਿੰਸੀਪਲ ਨੇ ਮਾਪਿਆਂ ਨੂੰ ਸਕੂਲ ਦੀਆਂ ਨੀਤੀਆਂ, ਪਾਠਕ੍ਰਮ ਅਤੇ ਵਿਦਿਆਰਥੀਆਂ ਦੇ ਸਰਬਪੱਖੀ ਵਿਕਾਸ ਲਈ ਚਲਾਈਆਂ ਜਾ ਰਹੀਆਂ ਗਤੀਵਿਧੀਆਂ ਬਾਰੇ ਜਾਣਕਾਰੀ ਦਿੱਤੀ। ਵਿਦਿਆਰਥੀਆਂ ਨੇ ਸੱਭਿਆਚਾਰਕ ਪੇਸ਼ਕਾਰੀਆਂ ਰਾਹੀਂ ਸਭ ਦਾ ਮਨ ਮੋਹ ਲਿਆ। [607,2070,965,2112]
article-photo [982,1657,1159,1814]
article-divider [401,1743,968,1744]
article-badge: ☬ ਪੰਜਾਬ ਟਾਈਮਜ਼ ਵਿਸ਼ੇਸ਼ [982,1464,1103,1481]
article-photo [26,537,394,678]
article-divider [23,1173,394,1175]
print-mark-left: C M Y K [14,6,90,18]
om-icon: ☬ [31,1400,44,1412]
